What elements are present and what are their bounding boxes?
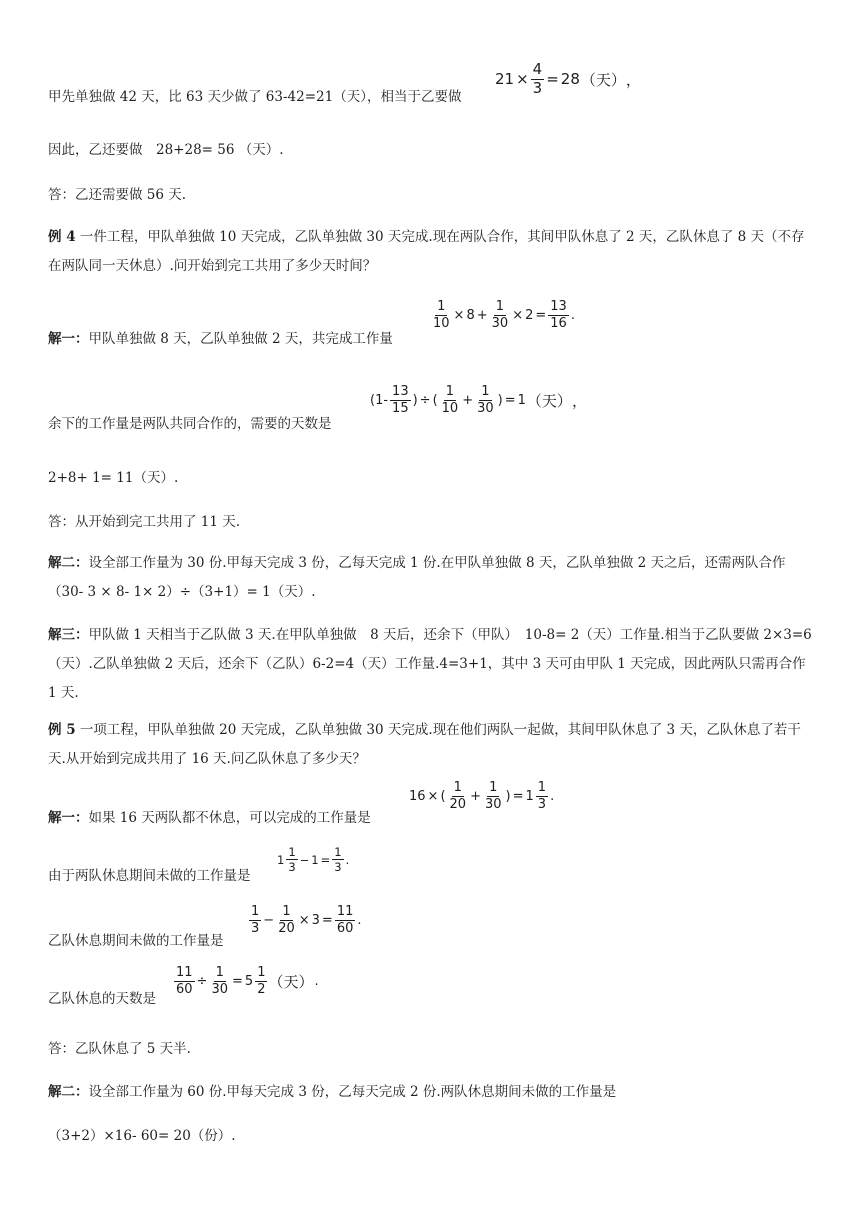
formula-21-times-4-3 [494, 62, 641, 97]
text-line: 甲先单独做 42 天，比 63 天少做了 63-42=21（天），相当于乙要做 [48, 89, 462, 105]
fraction: $\frac{1}{30}$ [484, 780, 502, 812]
fraction: $\frac{1}{10}$ [433, 299, 450, 331]
solution-text: 甲队单独做 8 天，乙队单独做 2 天，共完成工作量 [88, 331, 393, 347]
answer-line: 答：乙队休息了 5 天半. [48, 1041, 191, 1057]
formula-term: 21 [495, 70, 515, 89]
formula-operator: × [516, 70, 529, 89]
text-line: 乙队休息期间未做的工作量是 [48, 933, 224, 949]
text-line: 乙队休息的天数是 [48, 991, 156, 1007]
formula-remaining-days: (1- $\frac{13}{15}$ ) ÷ ( $\frac{1}{10}$ + $\frac{1}{30}$ ) = 1 （天） ， [370, 384, 587, 416]
text-line: 由于两队休息期间未做的工作量是 [48, 868, 251, 884]
formula-punct: ， [625, 70, 641, 89]
fraction: $\frac{13}{15}$ [392, 384, 409, 416]
answer-line: 答：从开始到完工共用了 11 天. [48, 514, 241, 530]
fraction: $\frac{11}{60}$ [176, 965, 193, 997]
solution-text: 甲队做 1 天相当于乙队做 3 天.在甲队单独做 8 天后，还余下（甲队） 10-8= 2（天）工作量.相当于乙队要做 2×3=6（天）.乙队单独做 2 天后，还余下（乙队）6-2=4（天）工作量.4=3+1，其中 3 天可由甲队 1 天完成，因此两队只需再合作 1 天. [48, 627, 812, 701]
formula-b-unworked: $\frac{1}{3}$ − $\frac{1}{20}$ × 3 = $\frac{11}{60}$ . [251, 904, 362, 936]
fraction: $\frac{1}{3}$ [537, 780, 547, 812]
solution-label: 解二： [48, 555, 89, 571]
fraction: $\frac{1}{10}$ [441, 384, 459, 416]
solution-label: 解一： [48, 331, 89, 347]
fraction: $\frac{1}{20}$ [278, 904, 295, 936]
solution-label: 解二： [48, 1084, 89, 1100]
solution-1-line [48, 809, 371, 827]
fraction: $\frac{1}{3}$ [251, 904, 260, 936]
formula-16-days-work: 16 × ( $\frac{1}{20}$ + $\frac{1}{30}$ ) = 1 $\frac{1}{3}$ . [409, 780, 555, 812]
solution-2 [48, 549, 818, 607]
solution-3 [48, 621, 818, 708]
formula-term: 28 [560, 70, 580, 89]
fraction: $\frac{1}{20}$ [449, 780, 467, 812]
example-5 [48, 716, 818, 774]
solution-text: 如果 16 天两队都不休息，可以完成的工作量是 [88, 810, 371, 826]
answer-line: 答：乙还需要做 56 天. [48, 187, 187, 203]
fraction: $\frac{1}{3}$ [334, 845, 342, 875]
text-line: 余下的工作量是两队共同合作的，需要的天数是 [48, 416, 332, 432]
fraction: $\frac{4}{3}$ [532, 60, 543, 97]
example-text: 一件工程，甲队单独做 10 天完成，乙队单独做 30 天完成.现在两队合作，其间甲队休息了 2 天，乙队休息了 8 天（不存在两队同一天休息）.问开始到完工共用了多少天时间？ [48, 229, 805, 274]
solution-1-line [48, 330, 393, 348]
fraction: $\frac{1}{30}$ [477, 384, 494, 416]
formula-rest-days: $\frac{11}{60}$ ÷ $\frac{1}{30}$ = 5 $\frac{1}{2}$ （天） . [176, 965, 319, 997]
example-label: 例 5 [48, 722, 76, 738]
formula-unit: （天） [580, 70, 626, 89]
fraction: $\frac{11}{60}$ [336, 904, 354, 936]
fraction: $\frac{1}{3}$ [288, 845, 296, 875]
text-line: 2+8+ 1= 11（天）. [48, 470, 179, 486]
example-label: 例 4 [48, 229, 76, 245]
text-line: 因此，乙还要做 28+28= 56 （天）. [48, 142, 284, 158]
formula-operator: = [546, 70, 559, 89]
solution-text: 设全部工作量为 60 份.甲每天完成 3 份，乙每天完成 2 份.两队休息期间未做的工作量是 [88, 1084, 617, 1100]
example-4 [48, 223, 818, 281]
text-line: （3+2）×16- 60= 20（份）. [48, 1128, 236, 1144]
solution-text: 设全部工作量为 30 份.甲每天完成 3 份，乙每天完成 1 份.在甲队单独做 8 天，乙队单独做 2 天之后，还需两队合作（30- 3 × 8- 1× 2）÷（3+1）= 1（天）. [48, 555, 786, 600]
fraction: $\frac{1}{30}$ [491, 299, 509, 331]
formula-unworked-total: 1 $\frac{1}{3}$ − 1 = $\frac{1}{3}$ . [277, 845, 350, 875]
formula-work-done: $\frac{1}{10}$ × 8 + $\frac{1}{30}$ × 2 = $\frac{13}{16}$ . [433, 299, 575, 331]
fraction: $\frac{13}{16}$ [550, 299, 567, 331]
solution-label: 解一： [48, 810, 89, 826]
example-text: 一项工程，甲队单独做 20 天完成，乙队单独做 30 天完成.现在他们两队一起做，其间甲队休息了 3 天，乙队休息了若干天.从开始到完成共用了 16 天.问乙队休息了多少天？ [48, 722, 801, 767]
fraction: $\frac{1}{30}$ [211, 965, 228, 997]
solution-2-line [48, 1083, 616, 1101]
fraction: $\frac{1}{2}$ [257, 965, 266, 997]
solution-label: 解三： [48, 627, 89, 643]
